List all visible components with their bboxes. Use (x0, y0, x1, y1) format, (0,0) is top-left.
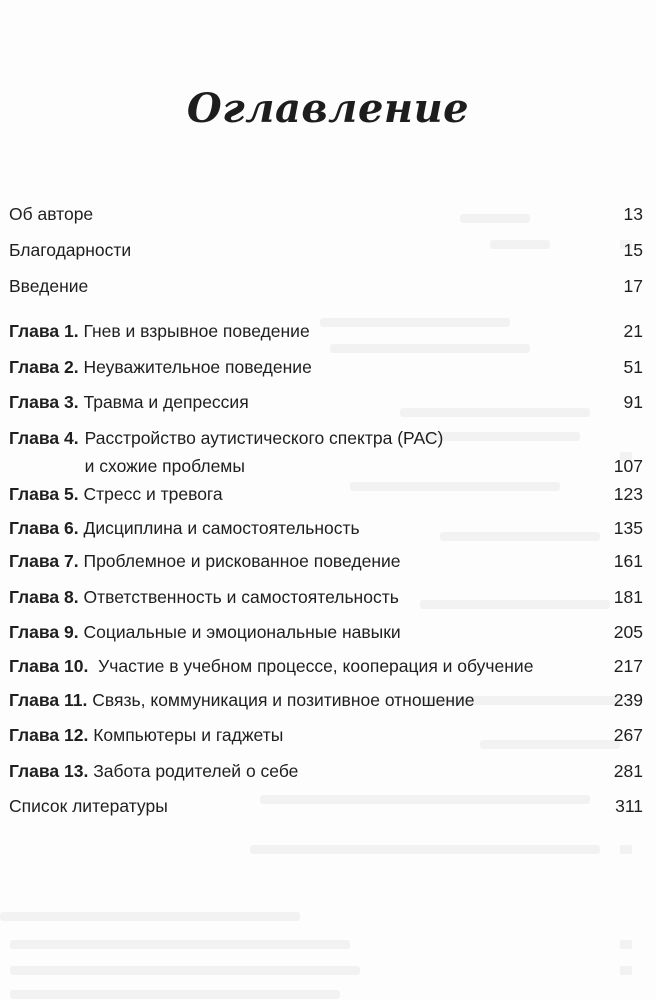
toc-entry-chapter-6[interactable] (9, 512, 643, 544)
chapter-title: Ответственность и самостоятельность (83, 587, 399, 607)
toc-entry-page: 281 (613, 761, 643, 781)
toc-entry-page: 13 (623, 204, 643, 224)
toc-entry-page: 135 (613, 518, 643, 538)
toc-entry-label: Об авторе (9, 204, 94, 224)
toc-entry-chapter-1[interactable] (9, 315, 643, 347)
toc-entry-chapter-3[interactable] (9, 386, 643, 418)
toc-entry-introduction[interactable] (9, 270, 643, 302)
toc-entry-page: 217 (613, 656, 643, 676)
chapter-number: Глава 6. (9, 518, 79, 538)
toc-entry-chapter-9[interactable] (9, 616, 643, 648)
toc-entry-chapter-5[interactable] (9, 478, 643, 510)
toc-entry-page: 161 (613, 551, 643, 571)
toc-entry-page: 267 (613, 725, 643, 745)
chapter-title: Связь, коммуникация и позитивное отношение (92, 690, 475, 710)
toc-entry-page: 15 (623, 240, 643, 260)
chapter-number: Глава 10. (9, 656, 89, 676)
toc-entry-page: 91 (623, 392, 643, 412)
page-title: Оглавление (186, 84, 470, 132)
chapter-number: Глава 11. (9, 690, 88, 710)
show-through-text (10, 966, 360, 975)
show-through-number (620, 966, 632, 975)
chapter-title: Социальные и эмоциональные навыки (83, 622, 401, 642)
chapter-number: Глава 12. (9, 725, 89, 745)
chapter-title: Дисциплина и самостоятельность (83, 518, 360, 538)
chapter-number: Глава 9. (9, 622, 79, 642)
chapter-number: Глава 8. (9, 587, 79, 607)
toc-entry-page: 123 (613, 484, 643, 504)
toc-entry-label: Благодарности (9, 240, 132, 260)
chapter-number: Глава 4. (9, 428, 79, 448)
toc-entry-page: 181 (613, 587, 643, 607)
chapter-title: Компьютеры и гаджеты (93, 725, 284, 745)
toc-entry-page: 51 (623, 357, 643, 377)
toc-entry-page: 239 (613, 690, 643, 710)
toc-entry-page: 205 (613, 622, 643, 642)
chapter-title: Проблемное и рискованное поведение (83, 551, 401, 571)
chapter-title-line-2: и схожие проблемы (84, 456, 245, 476)
show-through-text (10, 940, 350, 949)
toc-entry-label: Введение (9, 276, 89, 296)
chapter-title: Участие в учебном процессе, кооперация и обучение (93, 656, 534, 676)
chapter-number: Глава 1. (9, 321, 79, 341)
show-through-text (0, 912, 300, 921)
toc-entry-chapter-2[interactable] (9, 351, 643, 383)
chapter-title: Гнев и взрывное поведение (83, 321, 310, 341)
toc-entry-bibliography[interactable] (9, 790, 643, 822)
chapter-title: Расстройство аутистического спектра (РАС) (84, 428, 444, 448)
chapter-number: Глава 3. (9, 392, 79, 412)
toc-entry-chapter-11[interactable] (9, 684, 643, 716)
chapter-title: Стресс и тревога (83, 484, 223, 504)
chapter-number: Глава 5. (9, 484, 79, 504)
chapter-title: Забота родителей о себе (93, 761, 299, 781)
toc-entry-page: 17 (623, 276, 643, 296)
show-through-number (620, 940, 632, 949)
chapter-number: Глава 13. (9, 761, 89, 781)
toc-entry-label: Список литературы (9, 796, 168, 816)
toc-entry-chapter-12[interactable] (9, 719, 643, 751)
show-through-text (10, 990, 340, 999)
toc-entry-chapter-10[interactable] (9, 650, 643, 682)
chapter-number: Глава 7. (9, 551, 79, 571)
toc-entry-chapter-7[interactable] (9, 545, 643, 577)
toc-entry-chapter-13[interactable] (9, 755, 643, 787)
chapter-number: Глава 2. (9, 357, 79, 377)
toc-entry-page: 107 (613, 456, 643, 476)
chapter-title: Неуважительное поведение (83, 357, 312, 377)
toc-entry-chapter-8[interactable] (9, 581, 643, 613)
toc-entry-chapter-4[interactable] (9, 424, 643, 480)
toc-entry-page: 21 (623, 321, 643, 341)
chapter-title: Травма и депрессия (83, 392, 249, 412)
show-through-text (250, 845, 600, 854)
show-through-number (620, 845, 632, 854)
toc-entry-acknowledgements[interactable] (9, 234, 643, 266)
toc-entry-page: 311 (615, 796, 643, 816)
toc-entry-about-author[interactable] (9, 198, 643, 230)
